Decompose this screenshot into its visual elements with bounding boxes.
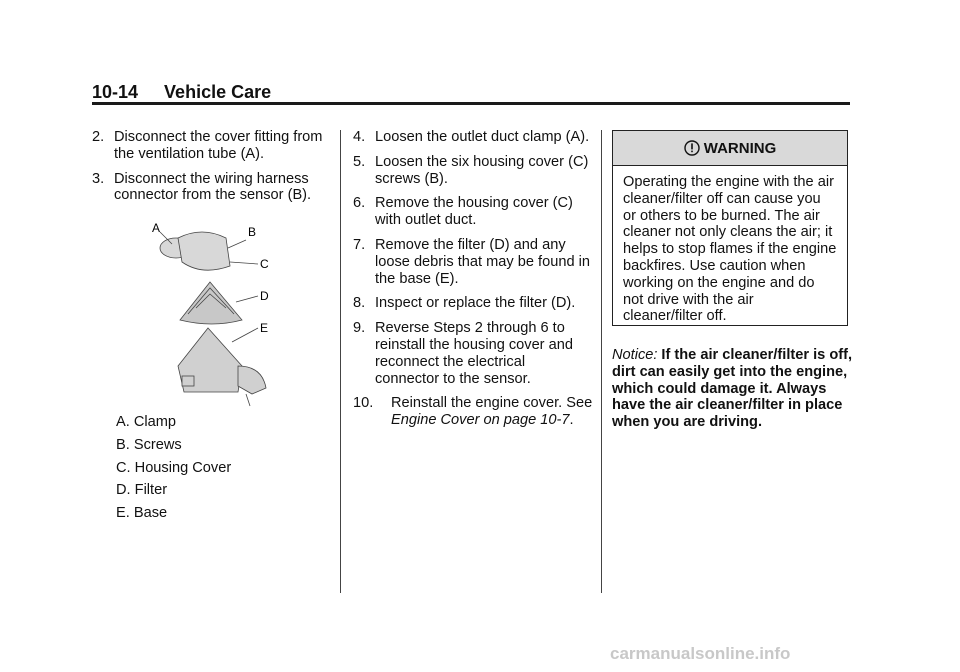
engine-cover-link[interactable]: Engine Cover on page 10-7 [391, 412, 570, 429]
warning-header [613, 131, 847, 166]
page-header [92, 82, 271, 103]
legend-item-e: E. Base [116, 505, 168, 522]
step-10: 10. Reinstall the engine cover. See Engine Cover on page 10-7. [353, 395, 593, 429]
figure-legend [116, 414, 231, 528]
step-9: 9. Reverse Steps 2 through 6 to reinstall the housing cover and reconnect the electrical connector to the sensor. [353, 320, 573, 387]
base-illustration [178, 328, 266, 406]
figure-label-e: E [260, 321, 269, 335]
legend-item-b: B. Screws [116, 436, 182, 453]
legend-item-d: D. Filter [116, 482, 168, 499]
air-cleaner-exploded-diagram [142, 216, 282, 412]
figure-label-c: C [260, 257, 269, 271]
step-3: 3. Disconnect the wiring harness connector from the sensor (B). [92, 170, 312, 204]
column-2 [353, 129, 593, 437]
column-1 [92, 129, 332, 212]
step-8: 8. Inspect or replace the filter (D). [353, 295, 576, 312]
legend-item-c: C. Housing Cover [116, 459, 232, 476]
warning-icon [684, 140, 700, 156]
housing-cover-illustration [160, 232, 258, 270]
filter-illustration [180, 282, 258, 324]
page-number: 10-14 [92, 82, 139, 102]
notice-text: If the air cleaner/filter is off, dirt can easily get into the engine, which could damage it. Always have the air cleaner/filter in place when you are driving. [612, 347, 853, 431]
column-divider-1 [340, 130, 341, 593]
figure-label-b: B [248, 225, 257, 239]
notice-block [612, 347, 852, 431]
notice-label: Notice: [612, 347, 658, 363]
figure-label-d: D [260, 289, 269, 303]
figure-label-a: A [152, 221, 161, 235]
step-7: 7. Remove the filter (D) and any loose debris that may be found in the base (E). [353, 236, 590, 287]
legend-item-a: A. Clamp [116, 414, 177, 430]
warning-title: WARNING [703, 139, 777, 157]
step-5: 5. Loosen the six housing cover (C) screws (B). [353, 153, 589, 187]
warning-box [612, 130, 848, 326]
section-title: Vehicle Care [164, 82, 272, 102]
column-divider-2 [601, 130, 602, 593]
step-6: 6. Remove the housing cover (C) with outlet duct. [353, 195, 573, 229]
warning-text: Operating the engine with the air cleaner/filter off can cause you or others to be burned. The air cleaner not only cleans the air; it helps to stop flames if the engine backfires. Use caution when working on the engine and do not drive with the air cleaner/filter off. [623, 174, 837, 325]
header-rule [92, 102, 850, 105]
step-2: 2. Disconnect the cover fitting from the ventilation tube (A). [92, 129, 323, 162]
step-4: 4. Loosen the outlet duct clamp (A). [353, 129, 590, 145]
watermark: carmanualsonline.info [610, 644, 791, 663]
